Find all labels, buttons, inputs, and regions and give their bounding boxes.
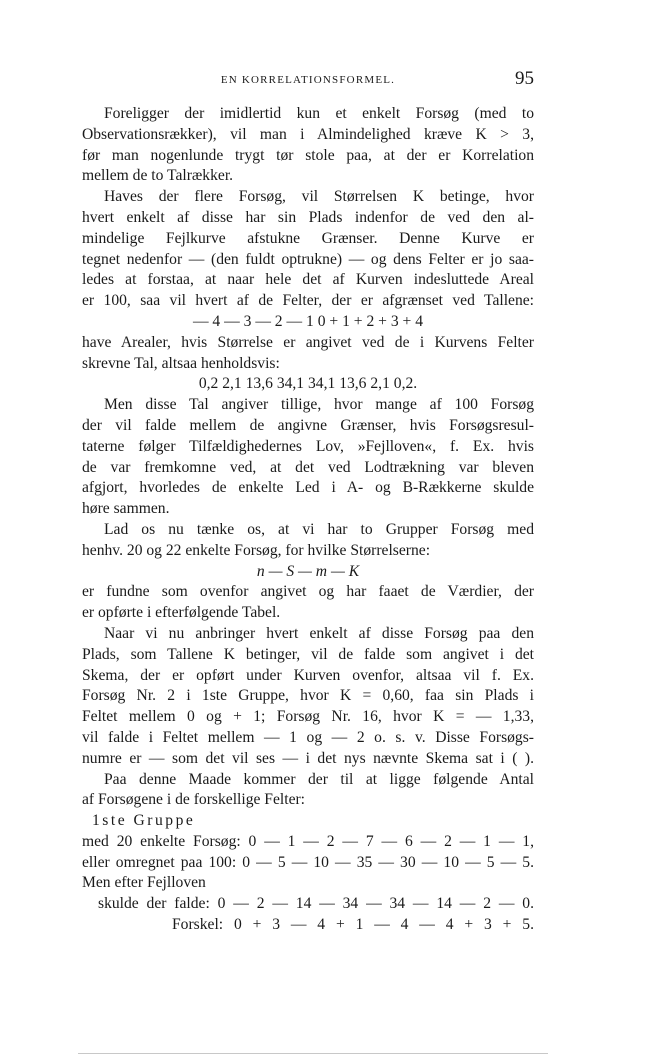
text-line: af Forsøgene i de forskellige Felter: xyxy=(82,791,306,809)
text-line: Foreligger der imidlertid kun et enkelt Forsøg (med to xyxy=(104,105,534,122)
text-line: Haves der flere Forsøg, vil Størrelsen K betinge, hvor xyxy=(104,188,534,206)
text-line: Plads, som Tallene K betinger, vil de falde som angivet i det xyxy=(82,645,534,663)
table-row: Forskel: 0 + 3 — 4 + 1 — 4 — 4 + 3 + 5. xyxy=(172,916,534,934)
table-row: med 20 enkelte Forsøg: 0 — 1 — 2 — 7 — 6 — 2 — 1 — 1, xyxy=(82,832,534,850)
text-line: før man nogenlunde trygt tør stole paa, at der er Korrelation xyxy=(82,146,534,164)
text-line: er 100, saa vil hvert af de Felter, der er afgrænset ved Tallene: xyxy=(82,292,534,310)
text-line: Lad os nu tænke os, at vi har to Grupper Forsøg med xyxy=(104,520,534,538)
page-number: 95 xyxy=(515,68,534,89)
text-line: skrevne Tal, altsaa henholdsvis: xyxy=(82,354,280,372)
body-text xyxy=(82,104,534,936)
table-row: skulde der falde: 0 — 2 — 14 — 34 — 34 — 14 — 2 — 0. xyxy=(98,895,534,913)
formula-line: n — S — m — K xyxy=(256,562,360,580)
table-row: Men efter Fejlloven xyxy=(82,874,206,892)
text-line: hvert enkelt af disse har sin Plads indenfor de ved den al- xyxy=(82,208,534,226)
text-line: have Arealer, hvis Størrelse er angivet ved de i Kurvens Felter xyxy=(82,333,534,351)
group-heading: 1ste Gruppe xyxy=(92,812,196,830)
text-line: er fundne som ovenfor angivet og har faaet de Værdier, der xyxy=(82,583,534,601)
text-line: de var fremkomne ved, at det ved Lodtrækning var bleven xyxy=(82,458,534,476)
text-line: Skema, der er opført under Kurven ovenfor, altsaa vil f. Ex. xyxy=(82,666,534,684)
text-line: taterne følger Tilfældighedernes Lov, »Fejlloven«, f. Ex. hvis xyxy=(82,437,534,455)
text-line: mindelige Fejlkurve afstukne Grænser. Denne Kurve er xyxy=(82,229,534,247)
text-line: er opførte i efterfølgende Tabel. xyxy=(82,604,281,622)
area-values: 0,2 2,1 13,6 34,1 34,1 13,6 2,1 0,2. xyxy=(198,375,418,393)
table-row: eller omregnet paa 100: 0 — 5 — 10 — 35 — 30 — 10 — 5 — 5. xyxy=(82,853,534,871)
text-line: Men disse Tal angiver tillige, hvor mange af 100 Forsøg xyxy=(104,396,534,414)
boundary-values: — 4 — 3 — 2 — 1 0 + 1 + 2 + 3 + 4 xyxy=(192,312,424,330)
text-line: tegnet nedenfor — (den fuldt optrukne) — og dens Felter er jo saa- xyxy=(82,250,534,268)
text-line: der vil falde mellem de angivne Grænser, hvis Forsøgsresul- xyxy=(82,416,534,434)
page-edge-line xyxy=(78,1053,548,1054)
text-line: mellem de to Talrækker. xyxy=(82,167,234,185)
text-line: Observationsrækker), vil man i Almindelighed kræve K > 3, xyxy=(82,125,534,143)
text-line: høre sammen. xyxy=(82,500,170,518)
text-line: numre er — som det vil ses — i det nys nævnte Skema sat i ( ). xyxy=(82,749,534,767)
text-line: Feltet mellem 0 og + 1; Forsøg Nr. 16, hvor K = — 1,33, xyxy=(82,708,534,726)
text-line: ledes at forstaa, at naar hele det af Kurven indesluttede Areal xyxy=(82,271,534,289)
text-line: henhv. 20 og 22 enkelte Forsøg, for hvilke Størrelserne: xyxy=(82,541,431,559)
page-header xyxy=(82,66,534,96)
text-line: Paa denne Maade kommer der til at ligge følgende Antal xyxy=(104,770,534,788)
running-title: EN KORRELATIONSFORMEL. xyxy=(220,74,396,86)
text-line: afgjort, hvorledes de enkelte Led i A- og B-Rækkerne skulde xyxy=(82,479,534,497)
text-line: vil falde i Feltet mellem — 1 og — 2 o. s. v. Disse Forsøgs- xyxy=(82,728,534,746)
text-line: Naar vi nu anbringer hvert enkelt af disse Forsøg paa den xyxy=(104,624,534,642)
text-line: Forsøg Nr. 2 i 1ste Gruppe, hvor K = 0,60, faa sin Plads i xyxy=(82,687,534,705)
